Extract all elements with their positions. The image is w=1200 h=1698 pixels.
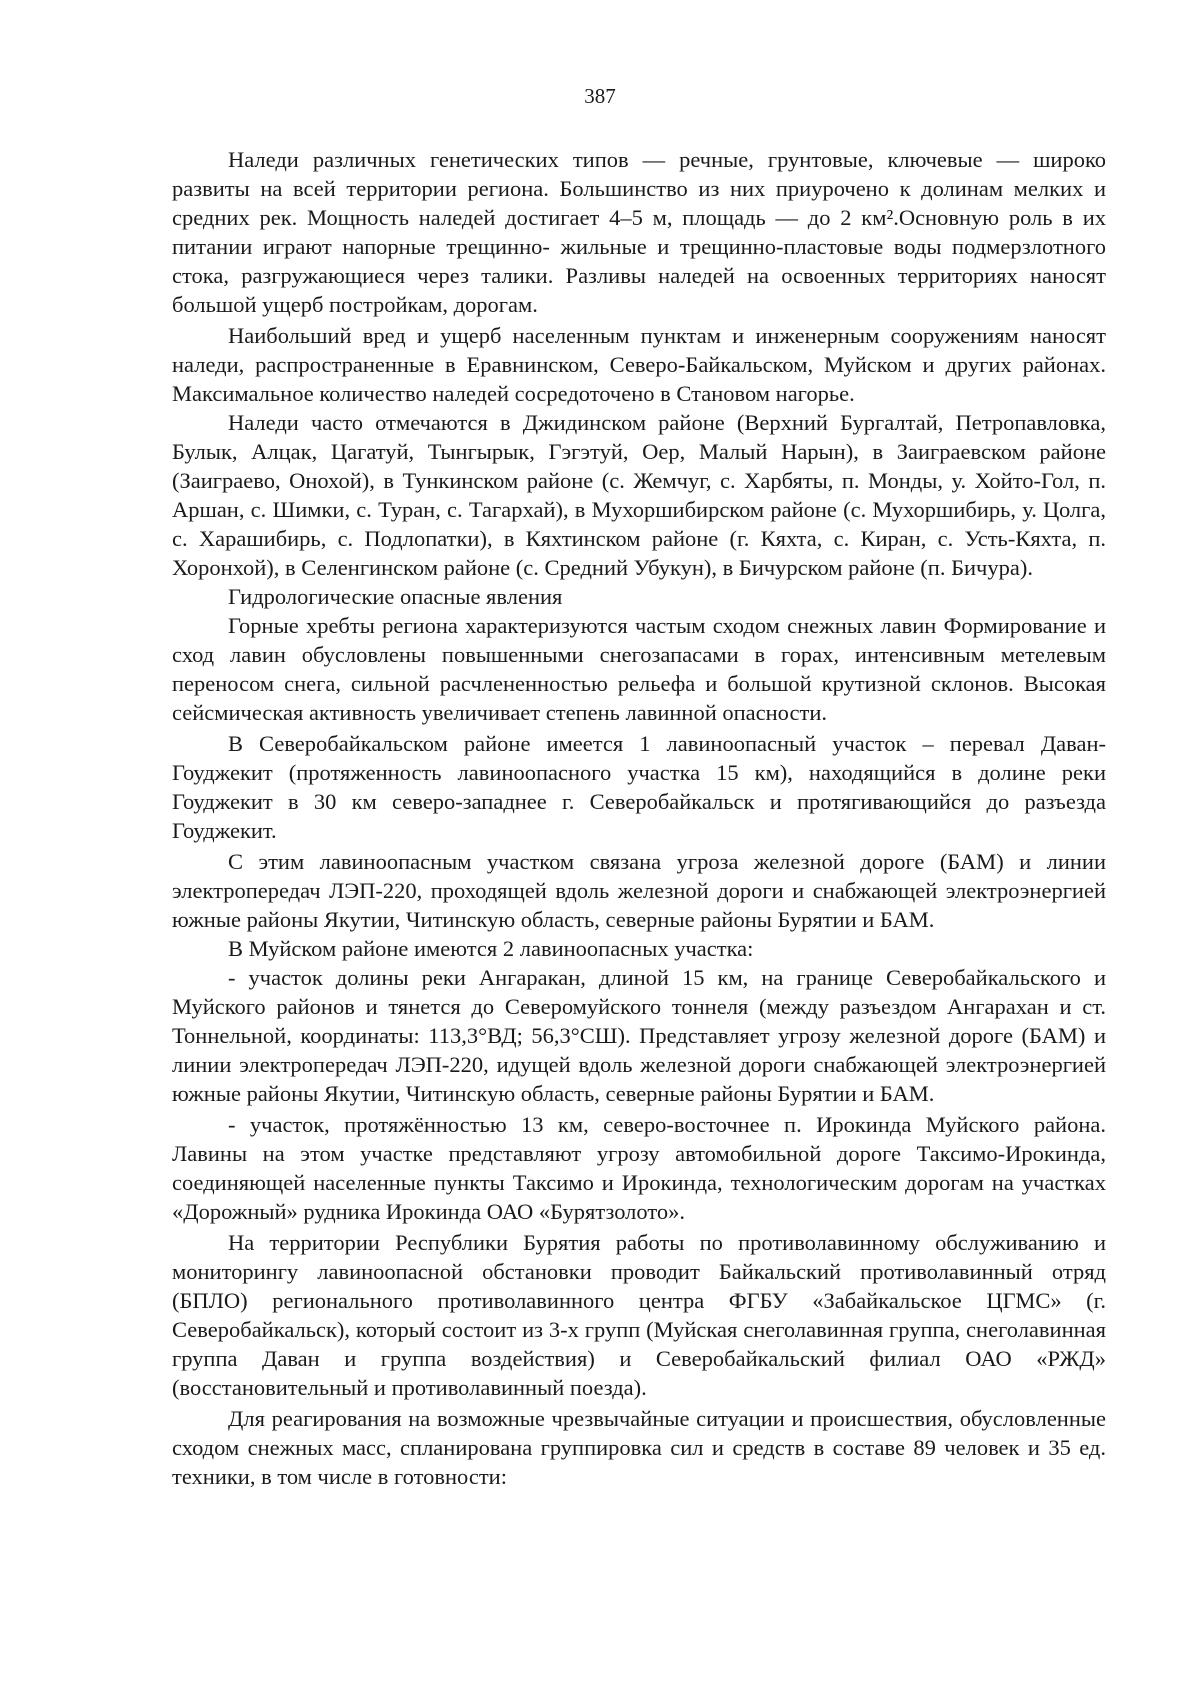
document-body xyxy=(172,145,1106,1491)
section-heading-hydrological-hazards: Гидрологические опасные явления xyxy=(228,584,563,609)
list-item-angarakan-site: - участок долины реки Ангаракан, длиной 15 км, на границе Северобайкальского и Муйского районов и тянется до Северомуйского тоннеля (между разъездом Ангарахан и ст. Тоннельной, координаты: 113,3°ВД; 56,3°СШ). Представляет угрозу железной дороге (БАМ) и линии электропередач ЛЭП-220, идущей вдоль железной дороги снабжающей электроэнергией южные районы Якутии, Читинскую область, северные районы Бурятии и БАМ. xyxy=(172,965,1106,1106)
paragraph-avalanche-service: На территории Республики Бурятия работы по противолавинному обслуживанию и мониторингу лавиноопасной обстановки проводит Байкальский противолавинный отряд (БПЛО) регионального противолавинного центра ФГБУ «Забайкальское ЦГМС» (г. Северобайкальск), который состоит из 3-х групп (Муйская снеголавинная группа, снеголавинная группа Даван и группа воздействия) и Северобайкальский филиал ОАО «РЖД» (восстановительный и противолавинный поезда). xyxy=(172,1230,1106,1400)
list-item-irokinda-site: - участок, протяжённостью 13 км, северо-восточнее п. Ирокинда Муйского района. Лавины на этом участке представляют угрозу автомобильной дороге Таксимо-Ирокинда, соединяющей населенные пункты Таксимо и Ирокинда, технологическим дорогам на участках «Дорожный» рудника Ирокинда ОАО «Бурятзолото». xyxy=(172,1112,1106,1224)
paragraph-severobaikalsk-avalanche-site: В Северобайкальском районе имеется 1 лавиноопасный участок – перевал Даван-Гоуджекит (протяженность лавиноопасного участка 15 км), находящийся в долине реки Гоуджекит в 30 км северо-западнее г. Северобайкальск и протягивающийся до разъезда Гоуджекит. xyxy=(172,731,1106,843)
paragraph-response-forces: Для реагирования на возможные чрезвычайные ситуации и происшествия, обусловленные сходом снежных масс, спланирована группировка сил и средств в составе 89 человек и 35 ед. техники, в том числе в готовности: xyxy=(172,1406,1106,1489)
paragraph-icings-damage: Наибольший вред и ущерб населенным пунктам и инженерным сооружениям наносят наледи, распространенные в Еравнинском, Северо-Байкальском, Муйском и других районах. Максимальное количество наледей сосредоточено в Становом нагорье. xyxy=(172,323,1106,406)
page-number: 387 xyxy=(584,84,616,108)
paragraph-icings-locations: Наледи часто отмечаются в Джидинском районе (Верхний Бургалтай, Петропавловка, Булык, Алцак, Цагатуй, Тынгырык, Гэгэтуй, Оер, Малый Нарын), в Заиграевском районе (Заиграево, Онохой), в Тункинском районе (с. Жемчуг, с. Харбяты, п. Монды, у. Хойто-Гол, п. Аршан, с. Шимки, с. Туран, с. Тагархай), в Мухоршибирском районе (с. Мухоршибирь, у. Цолга, с. Харашибирь, с. Подлопатки), в Кяхтинском районе (г. Кяхта, с. Киран, с. Усть-Кяхта, п. Хоронхой), в Селенгинском районе (с. Средний Убукун), в Бичурском районе (п. Бичура). xyxy=(172,410,1106,580)
paragraph-muya-district-intro: В Муйском районе имеются 2 лавиноопасных участка: xyxy=(228,936,754,961)
paragraph-avalanche-overview: Горные хребты региона характеризуются частым сходом снежных лавин Формирование и сход лавин обусловлены повышенными снегозапасами в горах, интенсивным метелевым переносом снега, сильной расчлененностью рельефа и большой крутизной склонов. Высокая сейсмическая активность увеличивает степень лавинной опасности. xyxy=(172,613,1106,725)
paragraph-icings-overview: Наледи различных генетических типов — речные, грунтовые, ключевые — широко развиты на всей территории региона. Большинство из них приурочено к долинам мелких и средних рек. Мощность наледей достигает 4–5 м, площадь — до 2 км².Основную роль в их питании играют напорные трещинно- жильные и трещинно-пластовые воды подмерзлотного стока, разгружающиеся через талики. Разливы наледей на освоенных территориях наносят большой ущерб постройкам, дорогам. xyxy=(172,147,1106,317)
paragraph-railway-threat: С этим лавиноопасным участком связана угроза железной дороге (БАМ) и линии электропередач ЛЭП-220, проходящей вдоль железной дороги и снабжающей электроэнергией южные районы Якутии, Читинскую область, северные районы Бурятии и БАМ. xyxy=(172,849,1106,932)
